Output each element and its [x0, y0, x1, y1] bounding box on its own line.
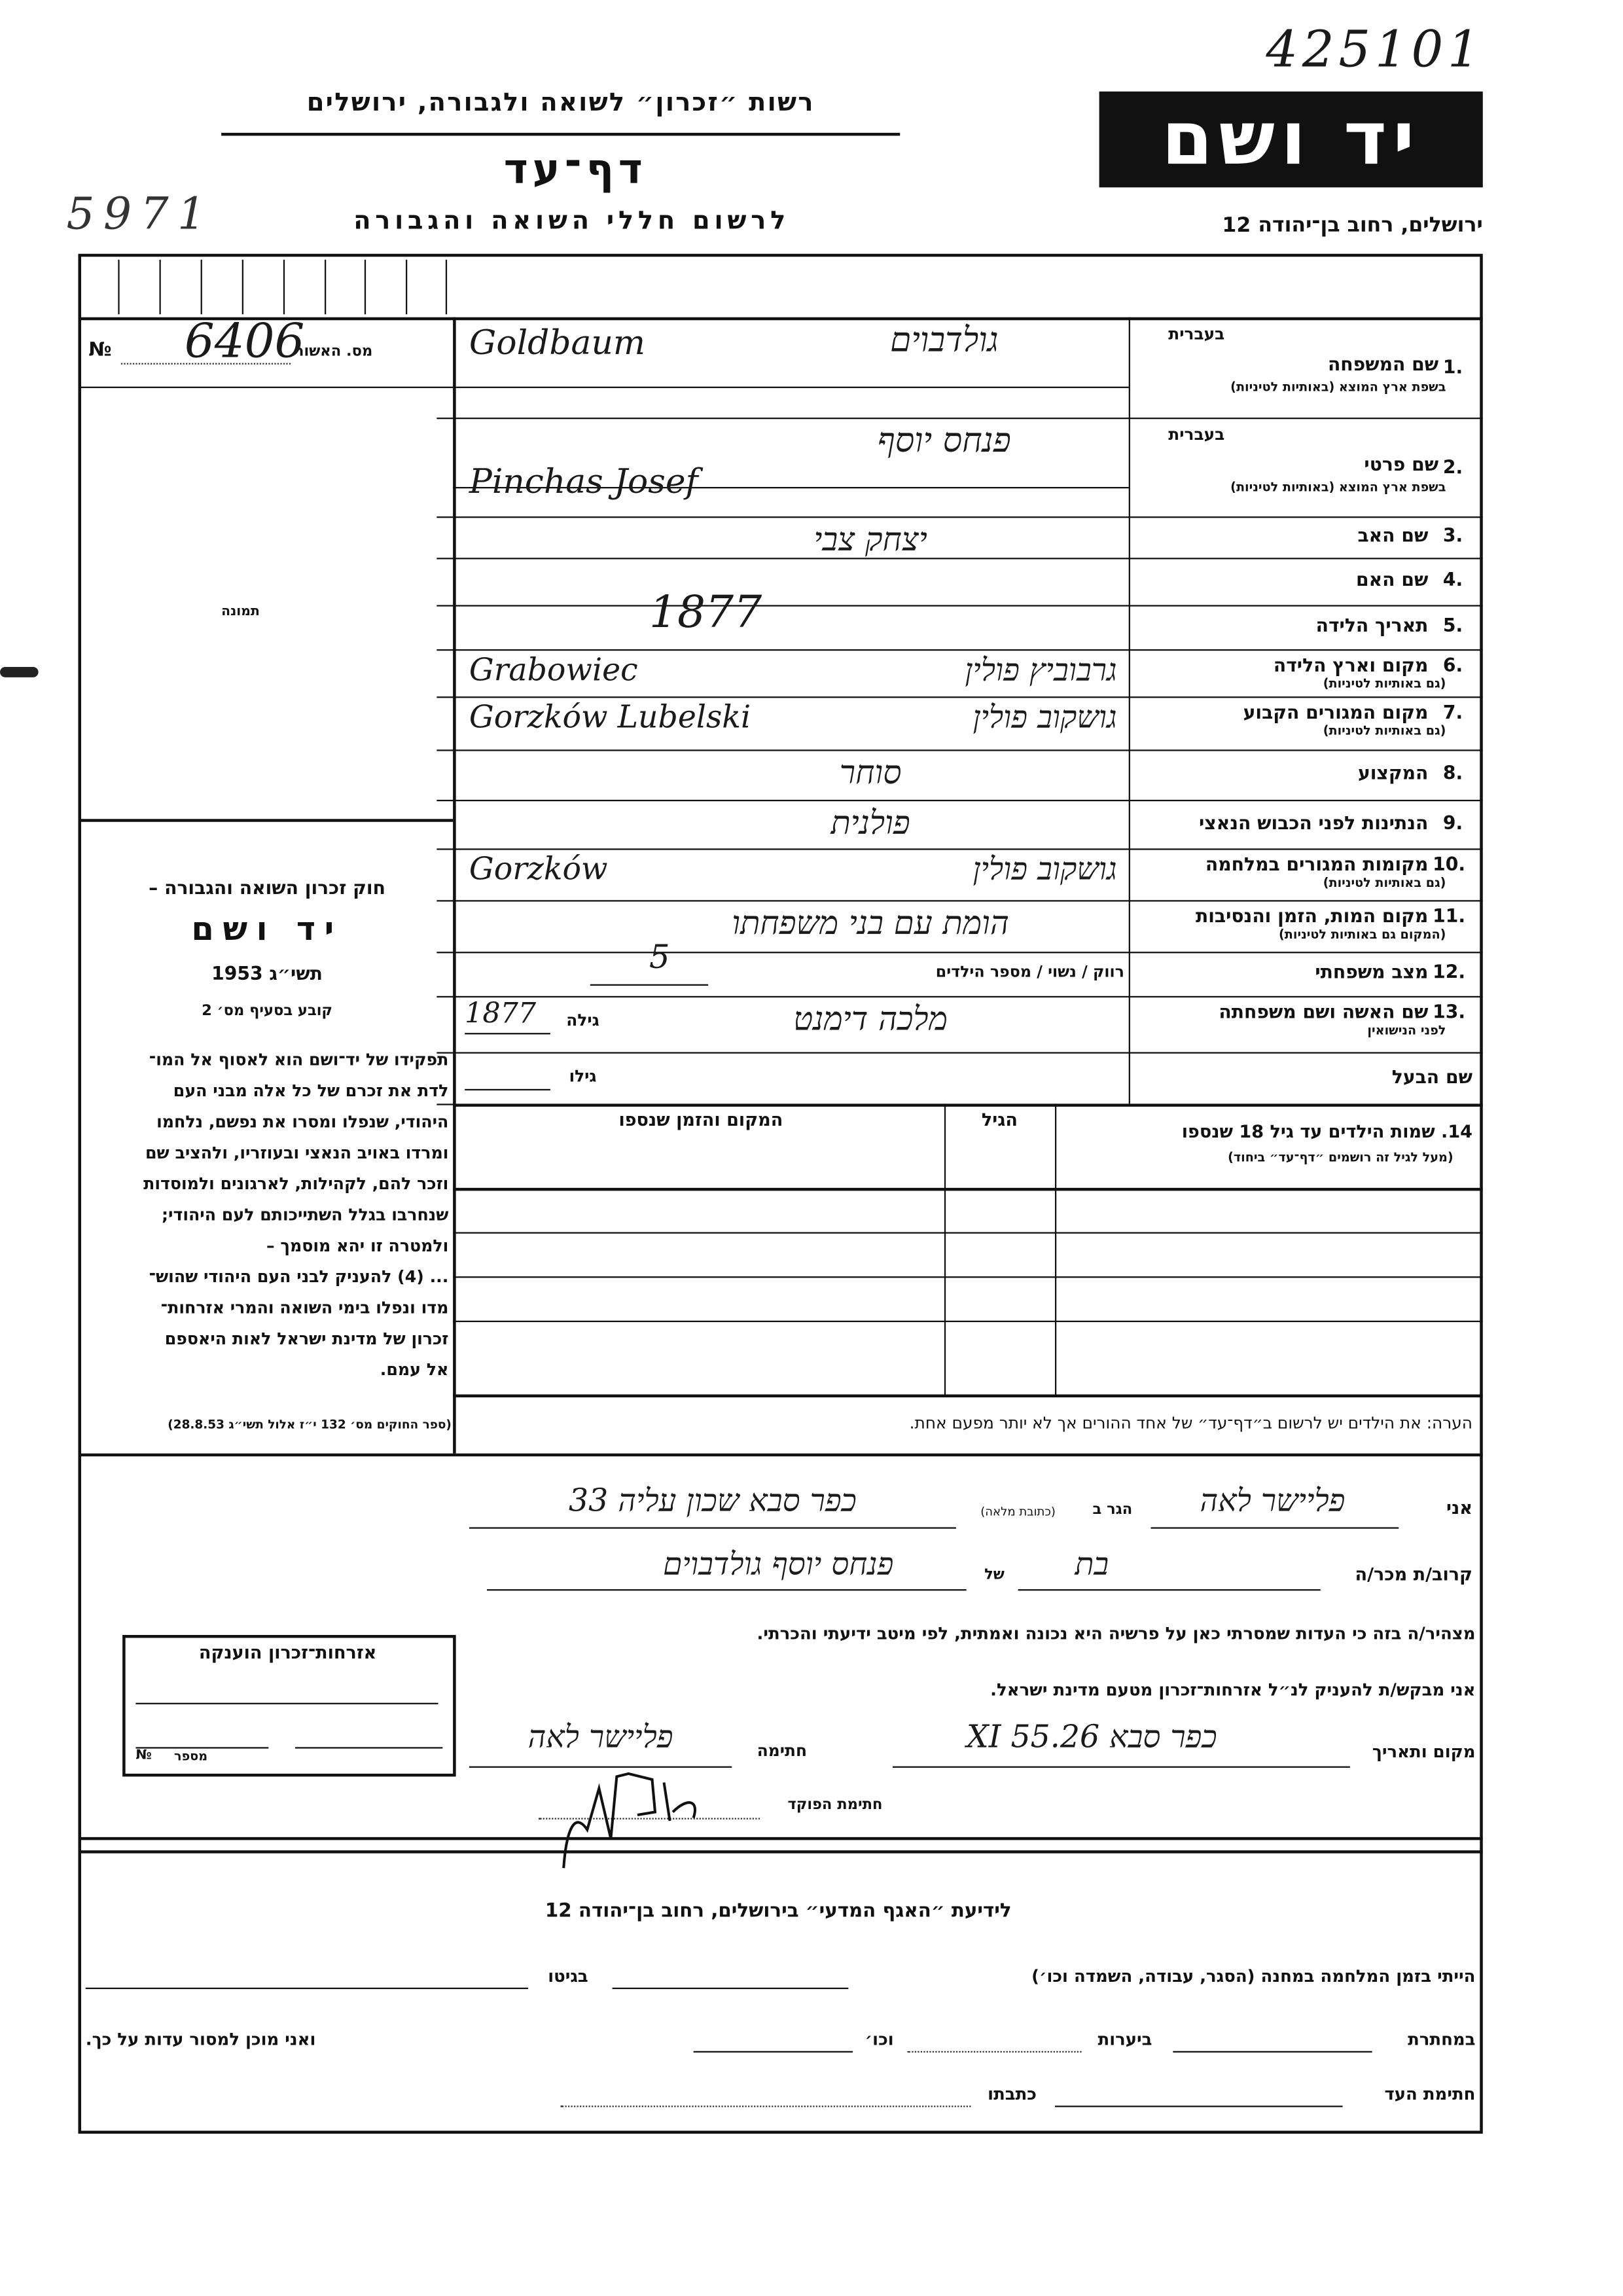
stamp-number-label: מספר [174, 1749, 208, 1765]
field-number: 9. [1442, 810, 1463, 833]
children-label [1062, 1121, 1472, 1142]
law-name: יד ושם [191, 912, 343, 949]
address: ירושלים, רחוב בן־יהודה 12 [1222, 213, 1483, 238]
witness-address-label: כתבתו [988, 2083, 1037, 2104]
row-rule [453, 749, 1483, 751]
field-sub: (גם באותיות לטיניות) [1323, 876, 1446, 891]
rule [78, 1454, 1482, 1457]
resides-label: הגר ב [1092, 1502, 1133, 1518]
row-tick [437, 900, 453, 901]
ghetto-field[interactable] [86, 1988, 528, 1989]
law-source: (ספר החוקים מס׳ 132 י״ז אלול תשי״ג 28.8.53) [168, 1416, 452, 1431]
law-text-line: תפקידו של יד־ושם הוא לאסוף אל המו־ [149, 1050, 449, 1070]
row-tick [437, 952, 453, 953]
rule [453, 1103, 1483, 1107]
signature-label: חתימה [757, 1741, 808, 1761]
statement: מצהיר/ה בזה כי העדות שמסרתי כאן על פרשיה היא נכונה ואמתית, לפי מיטב ידיעתי והכרתי. [757, 1623, 1476, 1644]
children-num: 14. [1441, 1121, 1472, 1142]
approval-number[interactable]: 6406 [184, 312, 305, 369]
of-label: של [984, 1567, 1005, 1584]
address-hint: (כתובת מלאה) [980, 1505, 1056, 1518]
witness-sig-field[interactable] [1055, 2106, 1343, 2107]
strip-cell-divider [325, 260, 326, 314]
label-column-rule [1129, 317, 1130, 1104]
law-year: תשי״ג 1953 [211, 961, 323, 984]
stamp-no-label: № [135, 1748, 152, 1764]
rule [453, 1395, 1483, 1398]
form-title: דף־עד [503, 144, 647, 194]
rule [893, 1767, 1350, 1768]
row-rule [453, 996, 1483, 997]
relation-label: קרוב/ת מכר/ה [1355, 1564, 1472, 1585]
law-text-line: ומרדו באויב הנאצי ובעוזריו, ולהציב שם [145, 1143, 449, 1163]
law-text-line: זכרון של מדינת ישראל לאות היאספם [164, 1329, 449, 1349]
row-tick [437, 996, 453, 997]
field-label: הנתינות לפני הכבוש הנאצי [1198, 810, 1429, 833]
officer-label: חתימת הפוקד [787, 1797, 883, 1814]
rule [469, 1527, 956, 1528]
row-tick [437, 1103, 453, 1105]
age-line [465, 1033, 550, 1034]
strip-cell-divider [242, 260, 243, 314]
row-rule [453, 900, 1483, 901]
children-label-text: שמות הילדים עד גיל 18 שנספו [1181, 1121, 1435, 1142]
underground-label: במחתרת [1408, 2028, 1476, 2050]
field-number: 5. [1442, 613, 1463, 636]
field-value-latin[interactable]: Grabowiec [469, 652, 638, 688]
field-label: שם האב [1357, 524, 1429, 547]
field-sub: בשפת ארץ המוצא (באותיות לטיניות) [1230, 380, 1446, 396]
law-title: חוק זכרון השואה והגבורה – [149, 876, 385, 899]
stamp-title: אזרחות־זכרון הוענקה [198, 1642, 377, 1663]
margin-mark [0, 667, 39, 677]
ghetto-label: בגיטו [548, 1965, 588, 1986]
law-text-line: ... (4) להעניק לבני העם היהודי שהוש־ [149, 1267, 449, 1287]
field-number: 3. [1442, 524, 1463, 547]
row-tick [437, 749, 453, 751]
rule [944, 1103, 946, 1394]
row-tick [437, 1052, 453, 1053]
officer-signature-scribble [546, 1768, 708, 1871]
place-date[interactable]: כפר סבא 26.XI 55 [967, 1719, 1217, 1755]
field-number: 12. [1433, 960, 1466, 983]
request: אני מבקש/ת להעניק לנ״ל אזרחות־זכרון מטעם מדינת ישראל. [990, 1679, 1476, 1700]
field-label: שם האם [1356, 567, 1429, 590]
field-number: 13. [1433, 1000, 1466, 1023]
field-label: מקום המות, הזמן והנסיבות [1195, 905, 1429, 927]
camp-label: הייתי בזמן המלחמה במחנה (הסגר, עבודה, השמדה וכו׳) [1031, 1965, 1476, 1986]
rule [1018, 1589, 1321, 1590]
children-count-line [590, 984, 708, 986]
strip-cell-divider [446, 260, 447, 314]
field-number: 1. [1442, 355, 1463, 378]
row-rule [453, 418, 1483, 419]
lang-label: בעברית [1168, 324, 1225, 344]
row-rule [453, 605, 1483, 606]
rule [135, 1703, 438, 1704]
law-text-2 [86, 1262, 449, 1386]
etc-label: וכו׳ [865, 2028, 894, 2050]
witness-signature[interactable]: פליישר לאה [527, 1719, 673, 1755]
testimony-willing: ואני מוכן למסור עדות על כך. [85, 2028, 316, 2050]
field-number: 6. [1442, 653, 1463, 676]
field-value-latin[interactable]: Goldbaum [469, 324, 646, 363]
witness-name[interactable]: פליישר לאה [1200, 1482, 1346, 1518]
row-tick [437, 649, 453, 651]
law-text-line: לדת את זכרם של כל אלה מבני העם [173, 1081, 449, 1101]
rule [453, 1188, 1483, 1191]
age-line [465, 1089, 550, 1090]
field-value[interactable]: יצחק צבי [813, 522, 927, 560]
row-tick [437, 696, 453, 698]
strip-cell-divider [283, 260, 285, 314]
title-rule [221, 133, 900, 136]
law-text [86, 1045, 449, 1261]
field-number: 2. [1442, 456, 1463, 478]
field-number: 10. [1433, 853, 1466, 875]
field-label: שם המשפחה [1327, 352, 1439, 375]
marital-options: רווק / נשוי / מספר הילדים [935, 963, 1124, 982]
field-label: מצב משפחתי [1315, 960, 1429, 983]
law-text-line: שנחרבו בגלל השתייכותם לעם היהודי; [161, 1205, 449, 1225]
underground-field[interactable] [1173, 2051, 1372, 2053]
form-subtitle: לרשום חללי השואה והגבורה [353, 206, 791, 236]
row-rule [453, 848, 1483, 850]
field-label: שם האשה ושם משפחתה [1219, 1000, 1429, 1023]
col-age-header: הגיל [981, 1109, 1018, 1130]
rule [295, 1747, 442, 1748]
strip-cell-divider [118, 260, 119, 314]
strip-cell-divider [159, 260, 160, 314]
row-rule [453, 696, 1483, 698]
field-label: המקצוע [1357, 761, 1429, 784]
field-value-latin[interactable]: Pinchas Josef [469, 463, 698, 502]
row-tick [437, 605, 453, 606]
row-tick [437, 558, 453, 559]
witness-sig-label: חתימת העד [1384, 2083, 1476, 2104]
strip-cell-divider [365, 260, 366, 314]
field-value[interactable]: סוחר [839, 755, 902, 793]
field-sub: (גם באותיות לטיניות) [1323, 724, 1446, 740]
rule [78, 1837, 1482, 1840]
field-number: 11. [1433, 905, 1466, 927]
law-text-line: ולמטרה זו יהא מוסמך – [266, 1236, 449, 1256]
age-label: גילו [569, 1067, 597, 1086]
row-rule [453, 952, 1483, 953]
etc-field[interactable] [694, 2051, 853, 2053]
row-rule [453, 649, 1483, 651]
approval-label: מס. האשור [294, 344, 373, 361]
rule [78, 387, 453, 388]
field-value-latin[interactable]: Gorzków [469, 851, 608, 887]
rule [135, 1747, 268, 1748]
field-value-latin[interactable]: Gorzków Lubelski [469, 699, 751, 735]
witness-address[interactable]: כפר סבא שכון עליה 33 [569, 1482, 857, 1518]
camp-field[interactable] [613, 1988, 849, 1989]
field-value-hebrew[interactable]: גרבוביץ פולין [965, 652, 1117, 688]
children-note: הערה: את הילדים יש לרשום ב״דף־עד״ של אחד ההורים אך לא יותר מפעם אחת. [909, 1413, 1472, 1433]
field-value[interactable]: 1877 [649, 587, 762, 639]
law-text-line: אל עמם. [380, 1360, 449, 1380]
field-value[interactable]: הומת עם בני משפחתו [732, 906, 1009, 943]
field-value-hebrew[interactable]: גושקוב פולין [972, 699, 1117, 735]
place-date-label: מקום ותאריך [1372, 1741, 1476, 1762]
handwritten-ref: 5971 [66, 188, 215, 241]
field-sub: (המקום גם באותיות לטיניות) [1279, 928, 1446, 943]
row-tick [437, 800, 453, 801]
field-number: 4. [1442, 567, 1463, 590]
row-rule [453, 800, 1483, 801]
row-tick [437, 516, 453, 518]
footer-title: לידיעת ״האגף המדעי״ בירושלים, רחוב בן־יהודה 12 [544, 1900, 1012, 1923]
field-label: שם הבעל [1391, 1064, 1472, 1087]
strip-cell-divider [406, 260, 407, 314]
age-value[interactable]: 1877 [465, 997, 537, 1030]
law-clause: קובע בסעיף מס׳ 2 [202, 1003, 333, 1020]
rule [1151, 1527, 1399, 1528]
victim-name[interactable]: פנחס יוסף גולדבוים [663, 1546, 894, 1582]
law-text-line: וזכר להם, לקהילות, לארגונים ולמוסדות [143, 1174, 449, 1194]
i-label: אני [1446, 1498, 1472, 1518]
witness-address-field[interactable] [561, 2106, 971, 2107]
forests-label: ביערות [1097, 2028, 1152, 2050]
field-value-hebrew[interactable]: גושקוב פולין [972, 851, 1117, 887]
field-label: מקום המגורים הקבוע [1243, 700, 1429, 723]
field-sub: בשפת ארץ המוצא (באותיות לטיניות) [1230, 480, 1446, 496]
field-label: שם פרטי [1364, 453, 1439, 475]
strip-cell-divider [201, 260, 202, 314]
field-value[interactable]: מלכה דימנט [793, 1001, 948, 1039]
row-rule [453, 516, 1483, 518]
children-row[interactable] [453, 1321, 1483, 1322]
children-row[interactable] [453, 1232, 1483, 1234]
no-label: № [88, 339, 112, 362]
field-number: 8. [1442, 761, 1463, 784]
field-label: מקומות המגורים במלחמה [1205, 853, 1429, 875]
archive-number: 425101 [1266, 20, 1484, 80]
row-tick [437, 848, 453, 850]
field-label: תאריך הלידה [1315, 613, 1429, 636]
age-label: גילה [566, 1011, 599, 1030]
field-value-hebrew[interactable]: גולדבוים [890, 321, 999, 361]
forests-field[interactable] [908, 2051, 1082, 2053]
field-value[interactable]: פולנית [830, 805, 910, 843]
relation-value[interactable]: בת [1075, 1546, 1109, 1582]
lang-label: בעברית [1168, 425, 1225, 444]
col-place-header: המקום והזמן שנספו [618, 1109, 783, 1130]
law-text-line: היהודי, שנפלו ומסרו את נפשם, נלחמו [156, 1112, 449, 1132]
field-sub: (גם באותיות לטיניות) [1323, 677, 1446, 692]
yad-vashem-logo: יד ושם [1099, 92, 1483, 188]
rule [78, 819, 453, 822]
row-tick [437, 418, 453, 419]
children-row[interactable] [453, 1276, 1483, 1278]
row-rule [453, 387, 1129, 388]
children-count[interactable]: 5 [649, 940, 670, 977]
children-sub: (מעל לגיל זה רושמים ״דף־עד״ ביחוד) [1228, 1151, 1454, 1166]
field-value-hebrew[interactable]: פנחס יוסף [877, 422, 1011, 461]
org-title: רשות ״זכרון״ לשואה ולגבורה, ירושלים [306, 88, 815, 118]
field-number: 7. [1442, 700, 1463, 723]
row-rule [453, 1052, 1483, 1053]
rule [78, 1850, 1482, 1854]
photo-label: תמונה [221, 605, 260, 620]
law-text-line: מדו ונפלו בימי השואה והמרי אזרחות־ [160, 1298, 449, 1318]
field-sub: לפני הנישואין [1367, 1024, 1446, 1039]
rule [487, 1589, 967, 1590]
rule [1055, 1103, 1056, 1394]
field-label: מקום וארץ הלידה [1273, 653, 1429, 676]
